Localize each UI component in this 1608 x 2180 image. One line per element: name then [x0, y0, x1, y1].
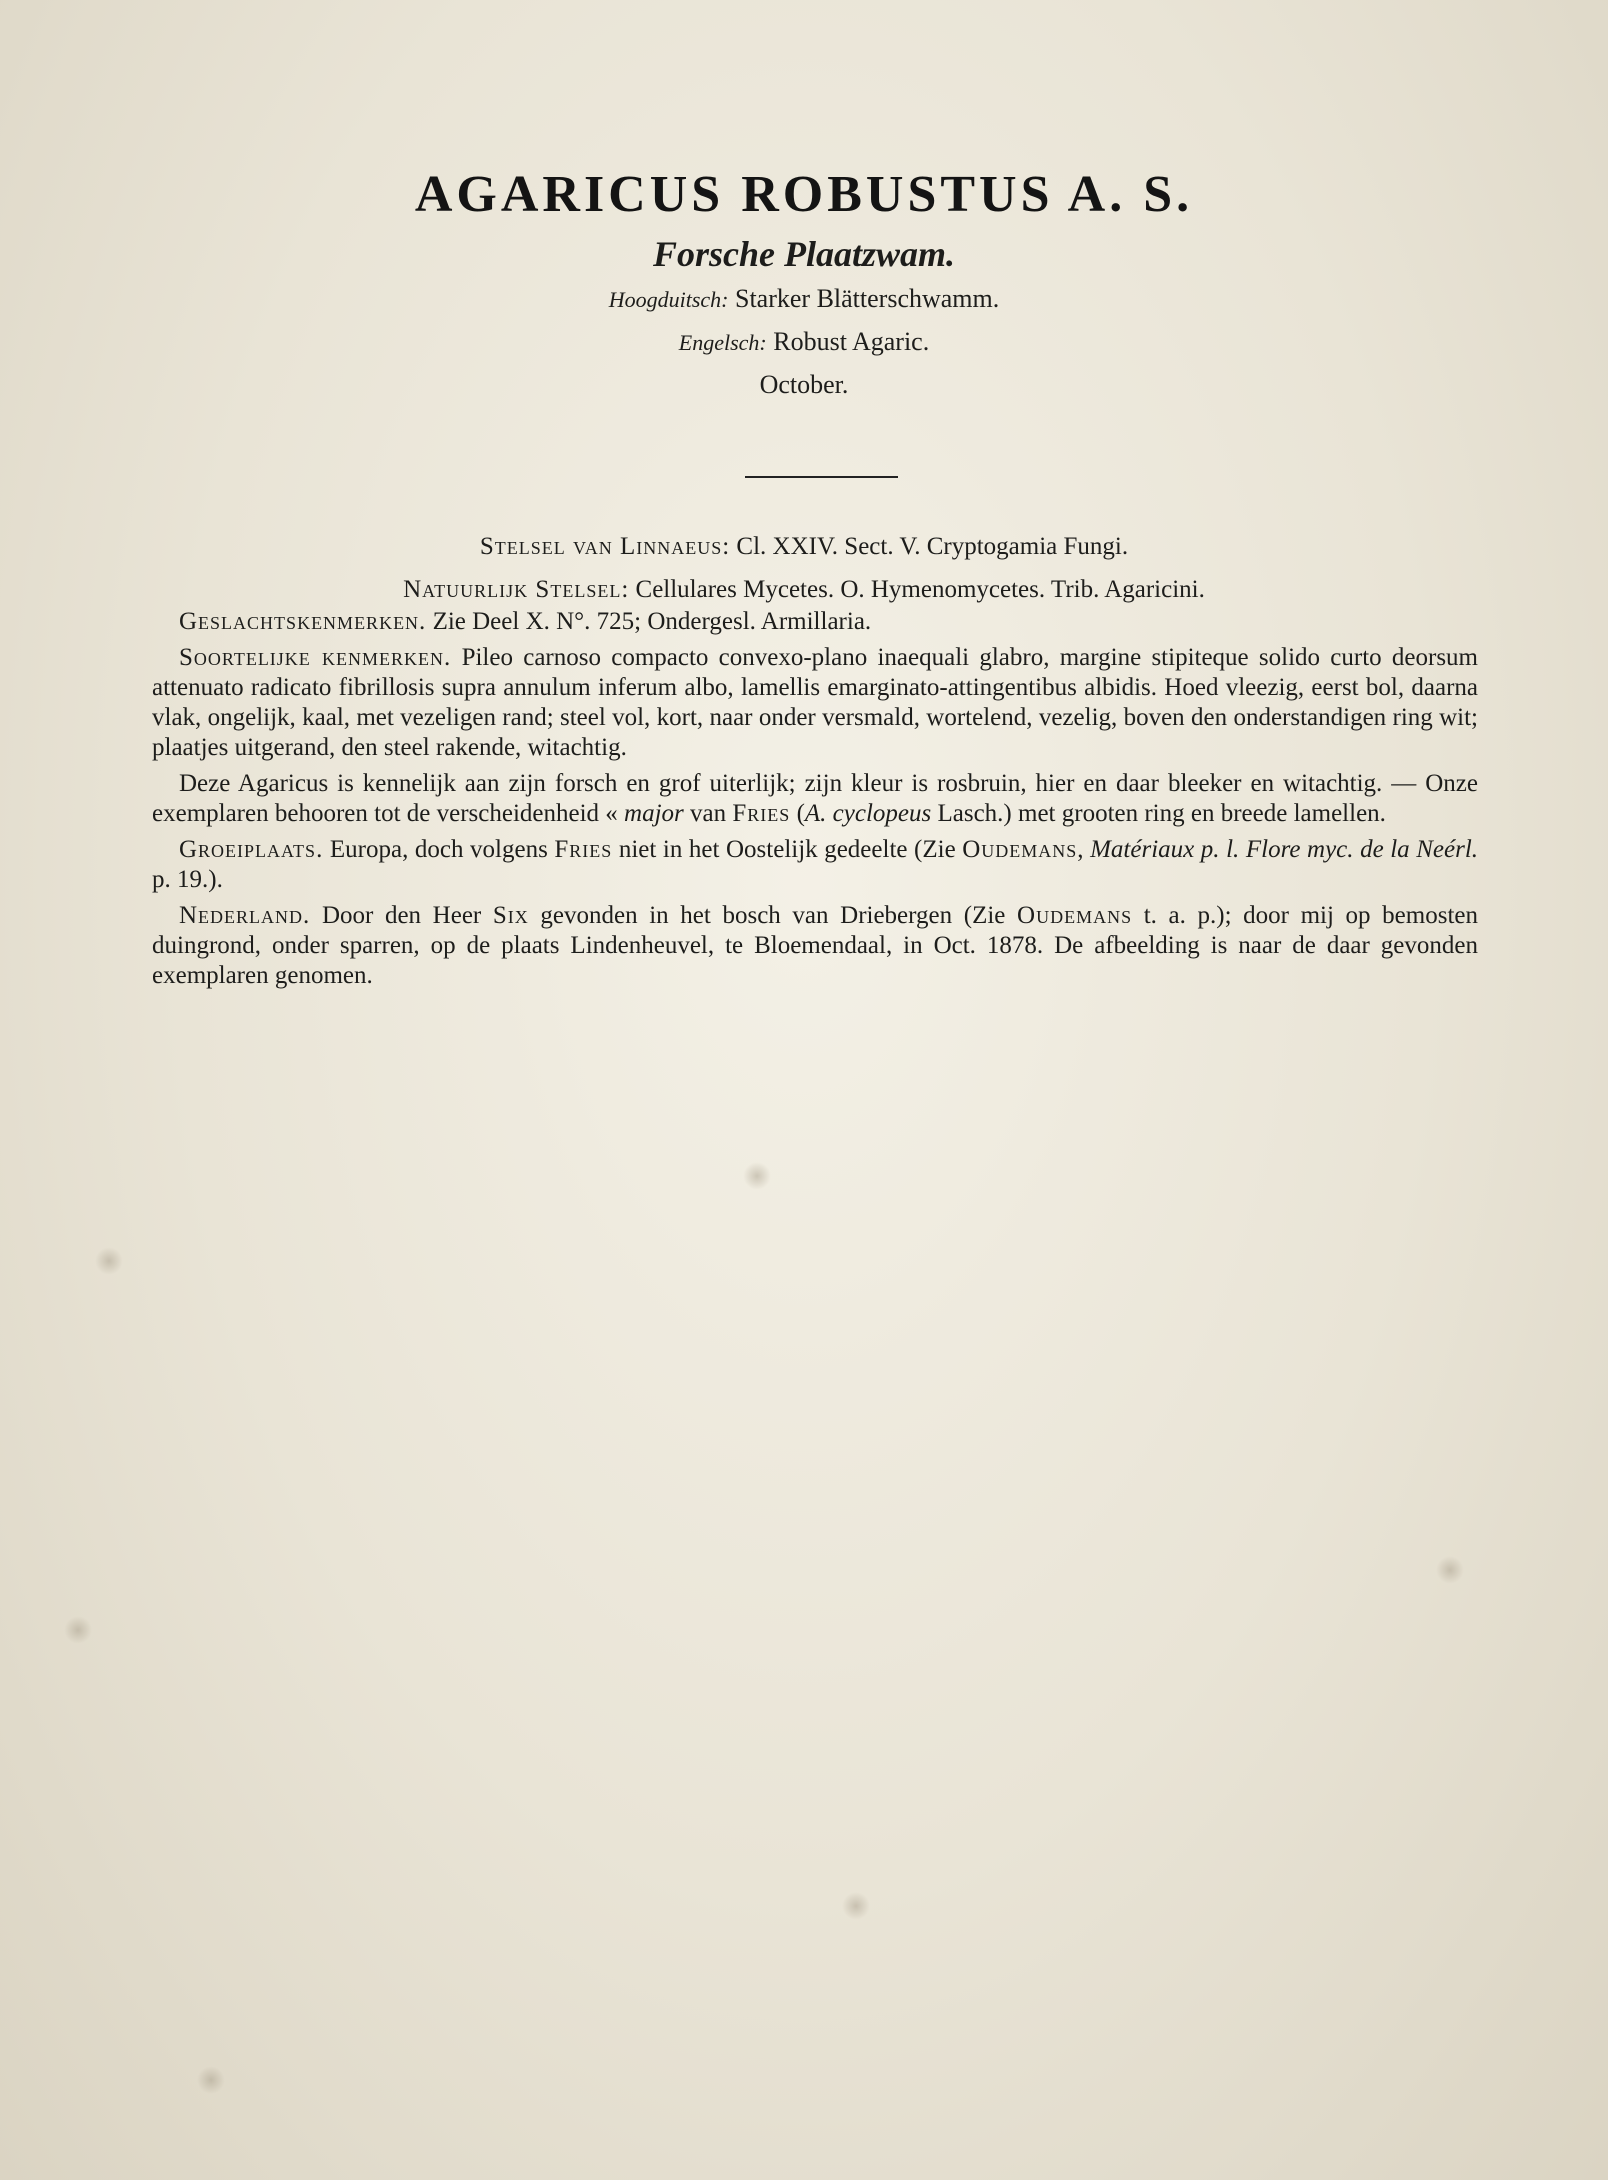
habitat-text-2: niet in het Oostelijk gedeelte (Zie — [612, 836, 963, 863]
description-text-2: van — [683, 800, 733, 827]
species-paragraph — [152, 643, 1478, 763]
paper-spot — [95, 1247, 123, 1275]
species-label: Soortelijke kenmerken. — [179, 644, 452, 671]
genus-paragraph — [152, 607, 1478, 637]
classification-systems — [0, 525, 1608, 611]
description-fries: Fries — [732, 800, 791, 827]
netherlands-text-1: Door den Heer — [321, 902, 493, 929]
netherlands-paragraph — [152, 901, 1478, 991]
english-label: Engelsch: — [678, 330, 767, 355]
netherlands-six: Six — [492, 902, 529, 929]
paper-spot — [1436, 1556, 1464, 1584]
description-major: major — [624, 800, 684, 827]
description-paragraph — [152, 769, 1478, 829]
description-cyclopeus: A. cyclopeus — [804, 800, 932, 827]
header — [0, 160, 1608, 406]
natural-system-text: Cellulares Mycetes. O. Hymenomycetes. Trib. Agaricini. — [635, 576, 1205, 603]
paper-spot — [64, 1616, 92, 1644]
habitat-fries: Fries — [554, 836, 613, 863]
paper-spot — [842, 1892, 870, 1920]
habitat-oudemans: Oudemans — [962, 836, 1078, 863]
page-title: AGARICUS ROBUSTUS A. S. — [414, 166, 1194, 223]
description-text-1: Deze Agaricus is kennelijk aan zijn forsch en grof uiterlijk; zijn kleur is rosbruin, hier en daar bleeker en witachtig. — Onze exemplaren behooren tot de verscheidenheid « — [152, 770, 1478, 827]
habitat-paragraph — [152, 835, 1478, 895]
species-text: Pileo carnoso compacto convexo-plano inaequali glabro, margine stipiteque solido curto deorsum attenuato radicato fibrillosis supra annulum inferum albo, lamellis emarginato-attingentibus albidis. Hoed vleezig, eerst bol, daarna vlak, ongelijk, kaal, met vezeligen rand; steel vol, kort, naar onder versmald, wortelend, vezelig, boven den onderstandigen ring wit; plaatjes uitgerand, den steel rakende, witachtig. — [152, 644, 1478, 761]
habitat-work: Matériaux p. l. Flore myc. de la Neérl. — [1090, 836, 1479, 863]
english-name: Robust Agaric. — [773, 327, 930, 356]
divider — [745, 476, 898, 478]
natural-system-line — [0, 568, 1608, 611]
month: October. — [759, 370, 849, 399]
paper-spot — [743, 1162, 771, 1190]
linnaeus-line — [0, 525, 1608, 568]
german-name: Starker Blätterschwamm. — [735, 284, 1000, 313]
netherlands-oudemans: Oudemans — [1017, 902, 1133, 929]
description-text-3: ( — [790, 800, 805, 827]
description-text-4: Lasch.) met grooten ring en breede lamellen. — [931, 800, 1386, 827]
german-label: Hoogduitsch: — [608, 287, 729, 312]
habitat-text-4: p. 19.). — [152, 866, 223, 893]
genus-label: Geslachtskenmerken. — [179, 608, 427, 635]
netherlands-text-3: t. a. p.); door mij op bemosten duingrond, onder sparren, op de plaats Lindenheuvel, te Bloemendaal, in Oct. 1878. De afbeelding is naar de daar gevonden exemplaren genomen. — [152, 902, 1478, 989]
linnaeus-label: Stelsel van Linnaeus: — [479, 533, 731, 560]
english-name-line — [0, 321, 1608, 364]
habitat-text-1: Europa, doch volgens — [329, 836, 555, 863]
german-name-line — [0, 278, 1608, 321]
habitat-text-3: , — [1077, 836, 1091, 863]
body-text — [152, 607, 1478, 997]
habitat-label: Groeiplaats. — [179, 836, 324, 863]
paper-spot — [197, 2066, 225, 2094]
genus-text: Zie Deel X. N°. 725; Ondergesl. Armillaria. — [432, 608, 872, 635]
netherlands-label: Nederland. — [179, 902, 311, 929]
linnaeus-text: Cl. XXIV. Sect. V. Cryptogamia Fungi. — [736, 533, 1129, 560]
dutch-name: Forsche Plaatzwam. — [652, 234, 956, 274]
netherlands-text-2: gevonden in het bosch van Driebergen (Zie — [528, 902, 1018, 929]
natural-system-label: Natuurlijk Stelsel: — [403, 576, 630, 603]
